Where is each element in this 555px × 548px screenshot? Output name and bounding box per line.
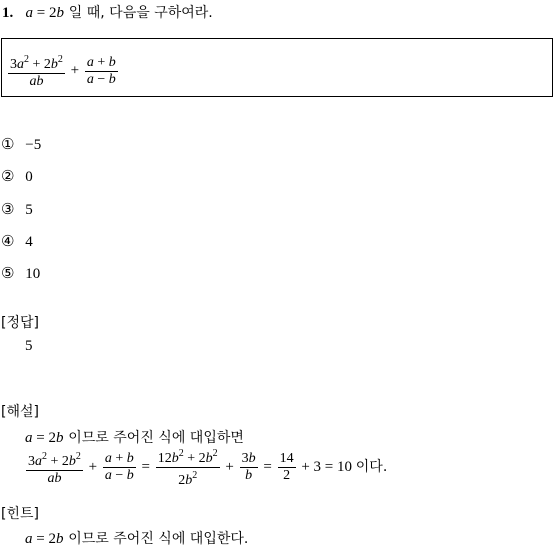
answer-heading: [정답]: [1, 315, 39, 331]
fraction-2: $\frac{a + b}{a - b}$: [86, 54, 116, 87]
choice-5[interactable]: [1, 264, 40, 283]
choice-2[interactable]: [1, 167, 33, 186]
explanation-heading: [해설]: [1, 404, 39, 420]
choice-value: 4: [25, 234, 33, 250]
problem-stem: [2, 2, 213, 22]
choice-value: 5: [25, 202, 33, 218]
explanation-text-2: 이다.: [355, 458, 388, 475]
choice-4[interactable]: [1, 232, 33, 251]
hint-text: 이므로 주어진 식에 대입한다.: [68, 531, 249, 547]
choice-mark: ③: [1, 200, 15, 218]
explanation-text-1: 이므로 주어진 식에 대입하면: [68, 430, 244, 446]
choice-3[interactable]: [1, 200, 33, 219]
choice-mark: ①: [1, 135, 15, 153]
choice-1[interactable]: [1, 135, 41, 154]
problem-number: 1.: [2, 5, 14, 21]
choice-mark: ⑤: [1, 264, 15, 282]
explanation-equation: $\frac{3a^2 + 2b^2}{ab}$ + $\frac{a + b}{a - b}$ = $\frac{12b^2 + 2b^2}{2b^2}$ + $\frac{3b}{b}$ = $\frac{14}{2}$ + 3 = 10 이다.: [28, 448, 388, 488]
fraction-1: $\frac{3a^2 + 2b^2}{ab}$: [10, 54, 63, 89]
stem-condition: a = 2b: [25, 5, 64, 21]
choice-value: 0: [25, 169, 33, 185]
stem-text: 일 때, 다음을 구하여라.: [68, 5, 213, 21]
hint-heading: [힌트]: [1, 506, 39, 522]
hint-line: a = 2b 이므로 주어진 식에 대입한다.: [25, 531, 249, 547]
answer-value: 5: [25, 338, 33, 354]
choice-mark: ②: [1, 167, 15, 185]
choice-value: 10: [25, 266, 41, 282]
expression: $\frac{3a^2 + 2b^2}{ab}$ + $\frac{a + b}{a - b}$: [10, 54, 116, 89]
choice-value: −5: [25, 137, 42, 153]
choice-mark: ④: [1, 232, 15, 250]
explanation-line-1: a = 2b 이므로 주어진 식에 대입하면: [25, 430, 244, 446]
